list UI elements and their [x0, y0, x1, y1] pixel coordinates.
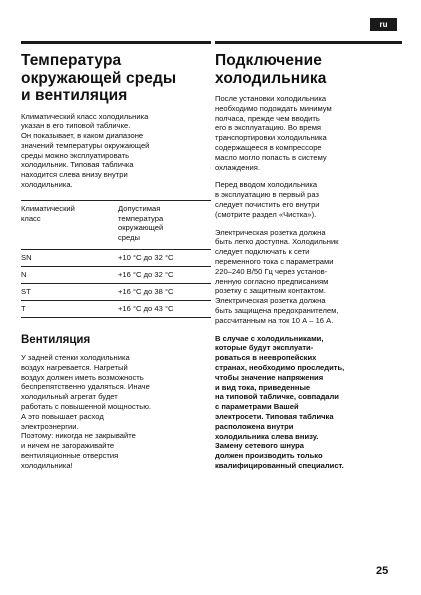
connection-paragraph-2: Перед вводом холодильника в эксплуатацию в первый раз следует почистить его внутри (смотрите раздел «Чистка»).: [215, 180, 320, 219]
table-cell-class: SN: [21, 250, 118, 267]
climate-intro-text: Климатический класс холодильника указан в его типовой табличке. Он показывает, в каком диапазоне значений температуры окружающей среды можно эксплуатировать холодильник. Типовая табличка находится слева внизу внутри холодильника.: [21, 111, 150, 190]
right-section-rule: [215, 41, 402, 44]
table-cell-temperature: +10 °C до 32 °C: [118, 250, 211, 267]
table-row: [21, 301, 211, 318]
table-cell-class: T: [21, 301, 118, 318]
connection-section-title: Подключение холодильника: [215, 52, 327, 87]
table-cell-temperature: +16 °C до 38 °C: [118, 284, 211, 301]
table-cell-temperature: +16 °C до 32 °C: [118, 267, 211, 284]
connection-paragraph-4: В случае с холодильниками, которые будут эксплуати- роваться в неевропейских странах, необходимо проследить, чтобы значение напряжения и вид тока, приведенные на типовой табличке, совпадали с параметрами Вашей электросети. Типовая табличка расположена внутри холодильника слева внизу. Замену сетевого шнура должен производить только квалифицированный специалист.: [215, 333, 345, 470]
table-cell-class: N: [21, 267, 118, 284]
ventilation-text: У задней стенки холодильника воздух нагревается. Нагретый воздух должен иметь возможность беспрепятственно удаляться. Иначе холодильный агрегат будет работать с повышенной мощностью. А это повышает расход электроэнергии. Поэтому: никогда не закрывайте и ничем не загораживайте вентиляционные отверстия холодильника!: [21, 353, 152, 470]
connection-paragraph-3: Электрическая розетка должна быть легко доступна. Холодильник следует подключать к сети переменного тока с параметрами 220–240 В/50 Гц через установ- ленную согласно предписаниям розетку с защитным контактом. Электрическая розетка должна быть защищена предохранителем, рассчитанным на ток 10 А – 16 А.: [215, 227, 339, 325]
table-cell-class: ST: [21, 284, 118, 301]
left-column: [21, 41, 211, 479]
page-number: 25: [376, 565, 389, 577]
table-row: [21, 284, 211, 301]
table-cell-temperature: +16 °C до 43 °C: [118, 301, 211, 318]
ventilation-heading: Вентиляция: [21, 334, 91, 347]
language-badge: ru: [370, 18, 397, 31]
left-section-rule: [21, 41, 211, 44]
climate-section-title: Температура окружающей среды и вентиляция: [21, 52, 177, 104]
connection-paragraph-1: После установки холодильника необходимо подождать минимум полчаса, прежде чем вводить его в эксплуатацию. Во время транспортировки холодильника содержащееся в компрессоре масло могло попасть в систему охлаждения.: [215, 94, 332, 172]
table-row: [21, 267, 211, 284]
table-header-class: Климатический класс: [21, 200, 118, 249]
table-header-temperature: Допустимая температура окружающей среды: [118, 200, 211, 249]
table-row: [21, 250, 211, 267]
right-column: [215, 41, 402, 479]
climate-class-table: [21, 200, 211, 318]
table-header-row: [21, 200, 211, 249]
